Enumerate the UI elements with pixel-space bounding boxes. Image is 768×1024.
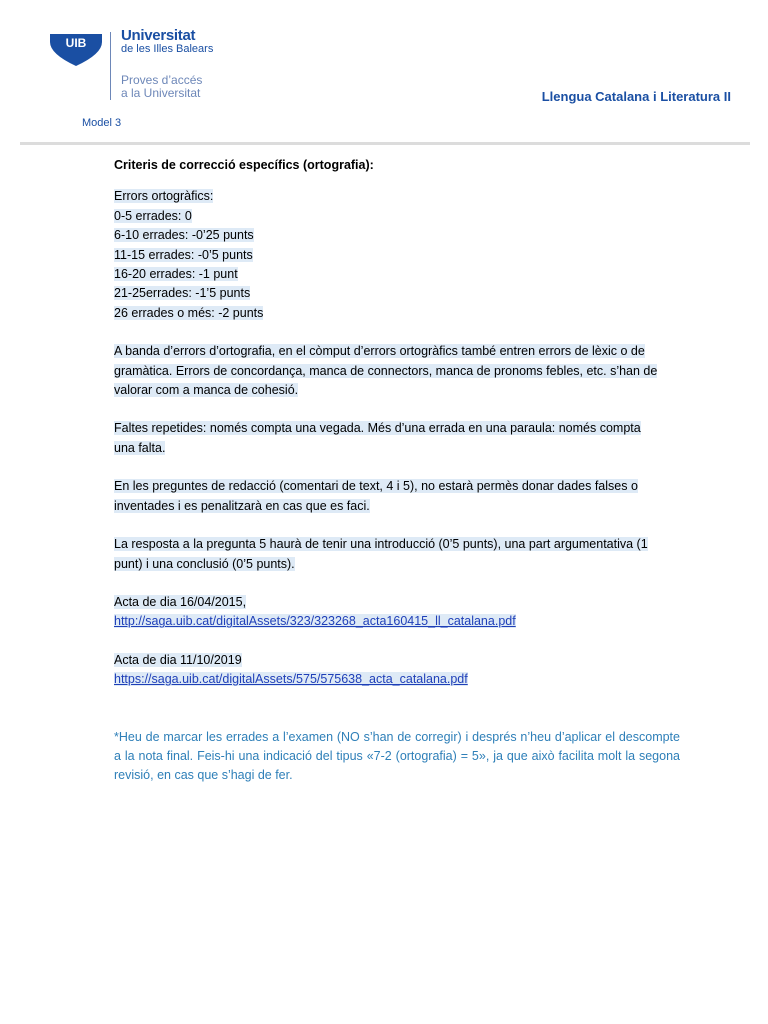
uib-acronym: UIB (65, 36, 87, 50)
university-name: Universitat (121, 27, 196, 44)
acta-2015-label: Acta de dia 16/04/2015, (114, 594, 247, 609)
acta-2019-link[interactable]: https://saga.uib.cat/digitalAssets/575/575638_acta_catalana.pdf (114, 672, 468, 687)
university-subtitle: de les Illes Balears (121, 43, 214, 55)
paragraph-line: valorar com a manca de cohesió. (114, 383, 299, 398)
proves-line-2: a la Universitat (121, 86, 201, 100)
acta-2015-link[interactable]: http://saga.uib.cat/digitalAssets/323/323268_acta160415_ll_catalana.pdf (114, 614, 516, 629)
paragraph-line: En les preguntes de redacció (comentari de text, 4 i 5), no estarà permès donar dades falses o (114, 479, 638, 494)
errors-title: Errors ortogràfics: (114, 189, 214, 204)
acta-2019-label: Acta de dia 11/10/2019 (114, 652, 242, 667)
paragraph-line: A banda d’errors d’ortografia, en el còmput d’errors ortogràfics també entren errors de lèxic o de (114, 344, 645, 359)
paragraph-line: punt) i una conclusió (0’5 punts). (114, 556, 295, 571)
error-rule: 21-25errades: -1’5 punts (114, 286, 251, 301)
uib-shield-icon (48, 32, 104, 68)
uib-logo (48, 28, 228, 108)
criteria-heading: Criteris de correcció específics (ortografia): (114, 158, 374, 172)
paragraph-line: una falta. (114, 440, 166, 455)
paragraph-false-data (114, 477, 680, 516)
subject-title: Llengua Catalana i Literatura II (541, 89, 731, 104)
header-divider (20, 142, 750, 145)
logo-divider (110, 32, 111, 100)
paragraph-line: Faltes repetides: només compta una vegada. Més d’una errada en una paraula: només compta (114, 421, 641, 436)
error-rule: 6-10 errades: -0’25 punts (114, 228, 254, 243)
proves-label (121, 74, 202, 100)
paragraph-question-5 (114, 535, 680, 574)
acta-2019 (114, 651, 680, 690)
acta-2015 (114, 593, 680, 632)
correction-note: *Heu de marcar les errades a l’examen (NO s’han de corregir) i després n’heu d’aplicar el descompte a la nota final. Feis-hi una indicació del tipus «7-2 (ortografia) = 5», ja que això facilita molt la segona revisió, en cas que s’hagi de fer. (114, 729, 680, 783)
model-label: Model 3 (82, 117, 122, 129)
paragraph-line: gramàtica. Errors de concordança, manca de connectors, manca de pronoms febles, etc. s’han de (114, 363, 658, 378)
proves-line-1: Proves d’accés (121, 73, 203, 87)
error-rule: 26 errades o més: -2 punts (114, 305, 264, 320)
error-rule: 11-15 errades: -0’5 punts (114, 247, 253, 262)
paragraph-repeated-errors (114, 419, 680, 458)
paragraph-line: inventades i es penalitzarà en cas que es faci. (114, 498, 370, 513)
paragraph-other-errors (114, 342, 680, 400)
paragraph-line: La resposta a la pregunta 5 haurà de tenir una introducció (0’5 punts), una part argumentativa (1 (114, 537, 648, 552)
errors-list (114, 187, 680, 323)
error-rule: 0-5 errades: 0 (114, 208, 192, 223)
error-rule: 16-20 errades: -1 punt (114, 267, 238, 282)
criteria-content (114, 156, 680, 786)
